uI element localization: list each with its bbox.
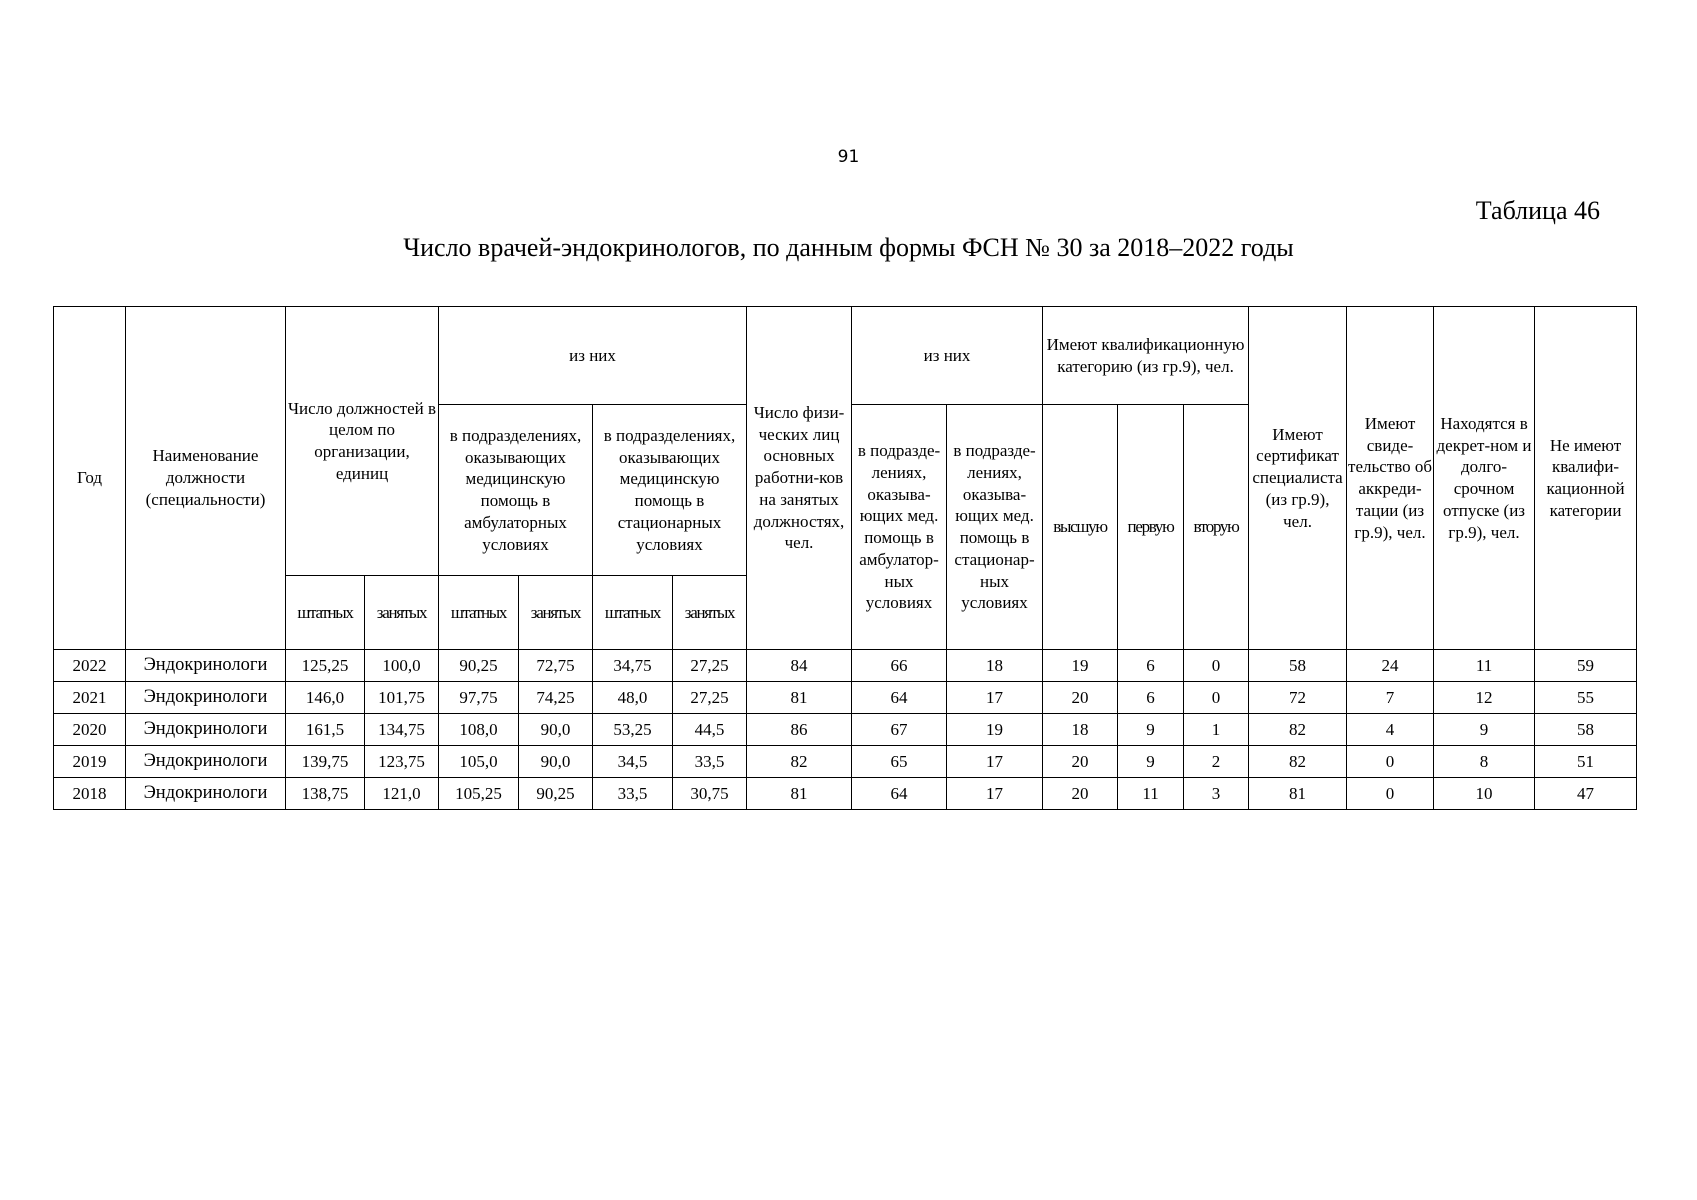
table-row: [54, 746, 1637, 778]
cell-first: 9: [1118, 714, 1184, 746]
cell-ambulatory-staff: 90,25: [439, 650, 519, 682]
cell-name: Эндокринологи: [126, 650, 286, 682]
cell-physical-inpatient: 17: [947, 778, 1043, 810]
cell-inpatient-occupied: 30,75: [673, 778, 747, 810]
cell-positions-staff: 125,25: [286, 650, 365, 682]
header-positions-staff: штатных: [286, 576, 365, 650]
cell-inpatient-occupied: 33,5: [673, 746, 747, 778]
cell-name: Эндокринологи: [126, 746, 286, 778]
cell-physical-ambulatory: 66: [852, 650, 947, 682]
cell-ambulatory-occupied: 90,0: [519, 714, 593, 746]
cell-highest: 20: [1043, 682, 1118, 714]
header-highest: высшую: [1043, 405, 1118, 650]
header-inpatient-staff: штатных: [593, 576, 673, 650]
header-inpatient-occupied: занятых: [673, 576, 747, 650]
header-ambulatory-occupied: занятых: [519, 576, 593, 650]
header-physical-inpatient: в подразде-лениях, оказыва-ющих мед. помощь в стационар-ных условиях: [947, 405, 1043, 650]
cell-no-category: 55: [1535, 682, 1637, 714]
cell-physical-ambulatory: 64: [852, 682, 947, 714]
table-row: [54, 714, 1637, 746]
cell-highest: 19: [1043, 650, 1118, 682]
cell-year: 2021: [54, 682, 126, 714]
cell-highest: 18: [1043, 714, 1118, 746]
cell-certificate: 58: [1249, 650, 1347, 682]
cell-name: Эндокринологи: [126, 714, 286, 746]
cell-first: 6: [1118, 682, 1184, 714]
header-leave: Находятся в декрет-ном и долго-срочном отпуске (из гр.9), чел.: [1434, 307, 1535, 650]
cell-second: 0: [1184, 682, 1249, 714]
cell-year: 2018: [54, 778, 126, 810]
header-accreditation: Имеют свиде-тельство об аккреди-тации (из гр.9), чел.: [1347, 307, 1434, 650]
header-positions-of-them: из них: [439, 307, 747, 405]
header-physical-of-them: из них: [852, 307, 1043, 405]
cell-highest: 20: [1043, 778, 1118, 810]
cell-positions-staff: 161,5: [286, 714, 365, 746]
cell-no-category: 51: [1535, 746, 1637, 778]
cell-name: Эндокринологи: [126, 682, 286, 714]
header-certificate: Имеют сертификат специалиста (из гр.9), чел.: [1249, 307, 1347, 650]
cell-positions-staff: 138,75: [286, 778, 365, 810]
cell-second: 3: [1184, 778, 1249, 810]
cell-year: 2020: [54, 714, 126, 746]
header-first: первую: [1118, 405, 1184, 650]
cell-no-category: 59: [1535, 650, 1637, 682]
cell-physical: 81: [747, 682, 852, 714]
header-no-category: Не имеют квалифи-кационной категории: [1535, 307, 1637, 650]
cell-highest: 20: [1043, 746, 1118, 778]
cell-physical: 81: [747, 778, 852, 810]
table-row: [54, 650, 1637, 682]
cell-accreditation: 7: [1347, 682, 1434, 714]
cell-physical-ambulatory: 67: [852, 714, 947, 746]
cell-inpatient-staff: 53,25: [593, 714, 673, 746]
cell-physical: 86: [747, 714, 852, 746]
cell-second: 1: [1184, 714, 1249, 746]
cell-ambulatory-occupied: 72,75: [519, 650, 593, 682]
header-inpatient: в подразделениях, оказывающих медицинскую помощь в стационарных условиях: [593, 405, 747, 576]
cell-ambulatory-occupied: 90,25: [519, 778, 593, 810]
cell-certificate: 82: [1249, 714, 1347, 746]
cell-certificate: 82: [1249, 746, 1347, 778]
cell-accreditation: 0: [1347, 746, 1434, 778]
header-physical: Число физи-ческих лиц основных работни-ков на занятых должностях, чел.: [747, 307, 852, 650]
cell-certificate: 72: [1249, 682, 1347, 714]
table-title: Число врачей-эндокринологов, по данным формы ФСН № 30 за 2018–2022 годы: [403, 233, 1294, 262]
endocrinologists-table: [53, 306, 1637, 810]
cell-leave: 8: [1434, 746, 1535, 778]
cell-leave: 9: [1434, 714, 1535, 746]
cell-ambulatory-occupied: 90,0: [519, 746, 593, 778]
cell-certificate: 81: [1249, 778, 1347, 810]
cell-inpatient-staff: 34,75: [593, 650, 673, 682]
cell-leave: 10: [1434, 778, 1535, 810]
cell-ambulatory-staff: 108,0: [439, 714, 519, 746]
cell-inpatient-staff: 48,0: [593, 682, 673, 714]
cell-positions-occupied: 100,0: [365, 650, 439, 682]
cell-physical: 82: [747, 746, 852, 778]
cell-accreditation: 24: [1347, 650, 1434, 682]
cell-physical-ambulatory: 64: [852, 778, 947, 810]
cell-inpatient-occupied: 44,5: [673, 714, 747, 746]
cell-physical-inpatient: 19: [947, 714, 1043, 746]
header-qualification: Имеют квалификационную категорию (из гр.9), чел.: [1043, 307, 1249, 405]
header-ambulatory: в подразделениях, оказывающих медицинскую помощь в амбулаторных условиях: [439, 405, 593, 576]
table-row: [54, 682, 1637, 714]
cell-inpatient-occupied: 27,25: [673, 650, 747, 682]
cell-ambulatory-staff: 105,0: [439, 746, 519, 778]
cell-year: 2022: [54, 650, 126, 682]
cell-positions-occupied: 101,75: [365, 682, 439, 714]
header-second: вторую: [1184, 405, 1249, 650]
cell-inpatient-staff: 33,5: [593, 778, 673, 810]
cell-physical-ambulatory: 65: [852, 746, 947, 778]
page-number: 91: [837, 147, 860, 167]
cell-leave: 12: [1434, 682, 1535, 714]
cell-accreditation: 4: [1347, 714, 1434, 746]
cell-ambulatory-occupied: 74,25: [519, 682, 593, 714]
table-row: [54, 778, 1637, 810]
cell-no-category: 47: [1535, 778, 1637, 810]
cell-physical: 84: [747, 650, 852, 682]
header-ambulatory-staff: штатных: [439, 576, 519, 650]
cell-ambulatory-staff: 105,25: [439, 778, 519, 810]
cell-first: 6: [1118, 650, 1184, 682]
cell-leave: 11: [1434, 650, 1535, 682]
cell-first: 9: [1118, 746, 1184, 778]
cell-positions-occupied: 123,75: [365, 746, 439, 778]
cell-no-category: 58: [1535, 714, 1637, 746]
cell-positions-occupied: 121,0: [365, 778, 439, 810]
cell-name: Эндокринологи: [126, 778, 286, 810]
header-name: Наименование должности (специальности): [126, 307, 286, 650]
cell-inpatient-occupied: 27,25: [673, 682, 747, 714]
cell-ambulatory-staff: 97,75: [439, 682, 519, 714]
cell-positions-staff: 139,75: [286, 746, 365, 778]
cell-accreditation: 0: [1347, 778, 1434, 810]
cell-inpatient-staff: 34,5: [593, 746, 673, 778]
header-positions: Число должностей в целом по организации, единиц: [286, 307, 439, 576]
table-label: Таблица 46: [1475, 196, 1600, 225]
cell-positions-staff: 146,0: [286, 682, 365, 714]
cell-second: 2: [1184, 746, 1249, 778]
cell-positions-occupied: 134,75: [365, 714, 439, 746]
cell-physical-inpatient: 17: [947, 682, 1043, 714]
cell-year: 2019: [54, 746, 126, 778]
cell-first: 11: [1118, 778, 1184, 810]
header-year: Год: [54, 307, 126, 650]
header-positions-occupied: занятых: [365, 576, 439, 650]
header-physical-ambulatory: в подразде-лениях, оказыва-ющих мед. помощь в амбулатор-ных условиях: [852, 405, 947, 650]
cell-physical-inpatient: 18: [947, 650, 1043, 682]
cell-second: 0: [1184, 650, 1249, 682]
cell-physical-inpatient: 17: [947, 746, 1043, 778]
